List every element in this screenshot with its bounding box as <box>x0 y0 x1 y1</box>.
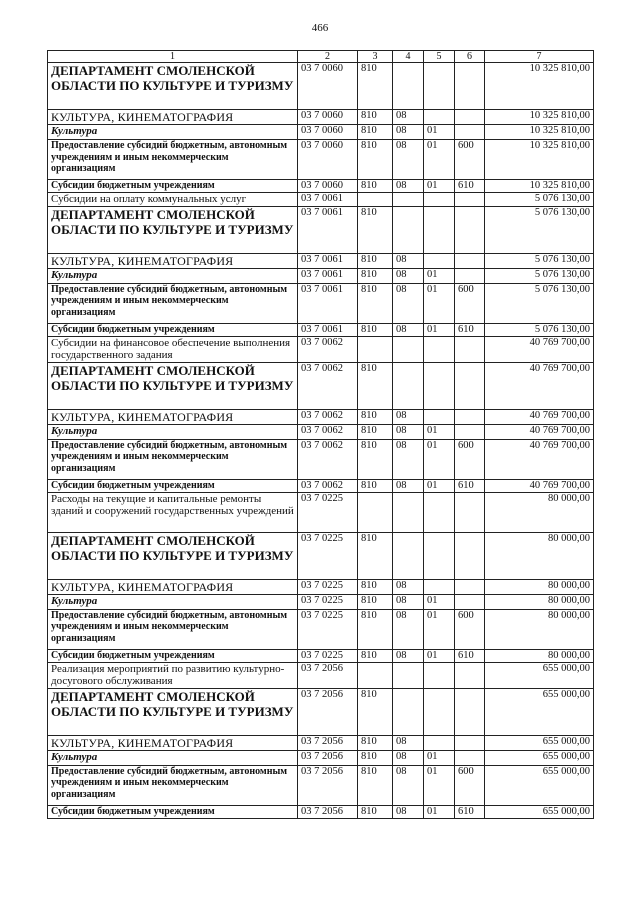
row-grbs-cell: 810 <box>358 180 393 193</box>
row-pr-cell: 01 <box>424 649 455 662</box>
row-csr-cell: 03 7 0060 <box>298 180 358 193</box>
row-csr-cell: 03 7 2056 <box>298 765 358 805</box>
row-name-cell: Субсидии на оплату коммунальных услуг <box>48 193 298 207</box>
row-vr-cell: 600 <box>455 609 485 649</box>
row-vr-cell <box>455 206 485 253</box>
row-rz-cell: 08 <box>393 180 424 193</box>
table-row <box>48 424 594 439</box>
row-rz-cell <box>393 193 424 207</box>
row-sum-cell: 10 325 810,00 <box>485 140 594 180</box>
table-row <box>48 439 594 479</box>
header-cell-vr: 6 <box>455 51 485 63</box>
row-rz-cell: 08 <box>393 735 424 750</box>
row-rz-cell: 08 <box>393 594 424 609</box>
row-vr-cell <box>455 424 485 439</box>
row-sum-cell: 655 000,00 <box>485 765 594 805</box>
row-rz-cell: 08 <box>393 110 424 125</box>
row-csr-cell: 03 7 0061 <box>298 206 358 253</box>
row-grbs-cell: 810 <box>358 439 393 479</box>
row-name-cell: Предоставление субсидий бюджетным, автономным учреждениям и иным некоммерческим организациям <box>48 283 298 323</box>
row-name-cell: ДЕПАРТАМЕНТ СМОЛЕНСКОЙ ОБЛАСТИ ПО КУЛЬТУРЕ И ТУРИЗМУ <box>48 362 298 409</box>
row-sum-cell: 655 000,00 <box>485 750 594 765</box>
row-sum-cell: 655 000,00 <box>485 805 594 818</box>
row-grbs-cell: 810 <box>358 579 393 594</box>
row-grbs-cell: 810 <box>358 805 393 818</box>
row-rz-cell: 08 <box>393 268 424 283</box>
row-vr-cell <box>455 268 485 283</box>
row-sum-cell: 5 076 130,00 <box>485 193 594 207</box>
row-vr-cell: 610 <box>455 180 485 193</box>
row-grbs-cell: 810 <box>358 362 393 409</box>
row-name-cell: ДЕПАРТАМЕНТ СМОЛЕНСКОЙ ОБЛАСТИ ПО КУЛЬТУРЕ И ТУРИЗМУ <box>48 206 298 253</box>
row-rz-cell <box>393 688 424 735</box>
row-csr-cell: 03 7 2056 <box>298 805 358 818</box>
row-csr-cell: 03 7 0061 <box>298 268 358 283</box>
row-name-cell: Культура <box>48 268 298 283</box>
row-name-cell: КУЛЬТУРА, КИНЕМАТОГРАФИЯ <box>48 579 298 594</box>
row-csr-cell: 03 7 0061 <box>298 193 358 207</box>
row-sum-cell: 80 000,00 <box>485 492 594 532</box>
row-vr-cell <box>455 110 485 125</box>
row-rz-cell: 08 <box>393 424 424 439</box>
row-pr-cell: 01 <box>424 323 455 336</box>
row-csr-cell: 03 7 2056 <box>298 750 358 765</box>
table-row <box>48 409 594 424</box>
table-row <box>48 268 594 283</box>
row-vr-cell <box>455 735 485 750</box>
column-number-header <box>48 51 594 63</box>
table-row <box>48 180 594 193</box>
row-name-cell: Культура <box>48 125 298 140</box>
row-csr-cell: 03 7 2056 <box>298 688 358 735</box>
row-grbs-cell: 810 <box>358 750 393 765</box>
table-row <box>48 336 594 362</box>
row-csr-cell: 03 7 0060 <box>298 140 358 180</box>
row-name-cell: КУЛЬТУРА, КИНЕМАТОГРАФИЯ <box>48 409 298 424</box>
row-vr-cell <box>455 662 485 688</box>
row-pr-cell <box>424 662 455 688</box>
row-pr-cell: 01 <box>424 750 455 765</box>
table-row <box>48 662 594 688</box>
table-row <box>48 323 594 336</box>
table-row <box>48 253 594 268</box>
row-name-cell: Предоставление субсидий бюджетным, автономным учреждениям и иным некоммерческим организациям <box>48 765 298 805</box>
table-row <box>48 479 594 492</box>
row-vr-cell: 600 <box>455 765 485 805</box>
row-grbs-cell: 810 <box>358 479 393 492</box>
row-csr-cell: 03 7 0225 <box>298 492 358 532</box>
row-name-cell: Субсидии бюджетным учреждениям <box>48 805 298 818</box>
row-name-cell: Субсидии бюджетным учреждениям <box>48 649 298 662</box>
table-row <box>48 649 594 662</box>
row-name-cell: Реализация мероприятий по развитию культурно-досугового обслуживания <box>48 662 298 688</box>
row-sum-cell: 40 769 700,00 <box>485 362 594 409</box>
row-vr-cell <box>455 63 485 110</box>
table-row <box>48 206 594 253</box>
row-name-cell: Предоставление субсидий бюджетным, автономным учреждениям и иным некоммерческим организациям <box>48 609 298 649</box>
row-rz-cell: 08 <box>393 609 424 649</box>
row-vr-cell: 600 <box>455 283 485 323</box>
row-sum-cell: 40 769 700,00 <box>485 409 594 424</box>
row-vr-cell: 610 <box>455 479 485 492</box>
row-sum-cell: 40 769 700,00 <box>485 479 594 492</box>
row-grbs-cell: 810 <box>358 609 393 649</box>
row-name-cell: Расходы на текущие и капитальные ремонты зданий и сооружений государственных учреждений <box>48 492 298 532</box>
row-name-cell: Предоставление субсидий бюджетным, автономным учреждениям и иным некоммерческим организациям <box>48 439 298 479</box>
row-sum-cell: 40 769 700,00 <box>485 439 594 479</box>
row-csr-cell: 03 7 0062 <box>298 336 358 362</box>
budget-table-body <box>48 51 594 819</box>
table-row <box>48 609 594 649</box>
table-row <box>48 532 594 579</box>
row-csr-cell: 03 7 0225 <box>298 649 358 662</box>
table-row <box>48 579 594 594</box>
header-cell-sum: 7 <box>485 51 594 63</box>
row-rz-cell <box>393 336 424 362</box>
row-sum-cell: 5 076 130,00 <box>485 268 594 283</box>
row-name-cell: ДЕПАРТАМЕНТ СМОЛЕНСКОЙ ОБЛАСТИ ПО КУЛЬТУРЕ И ТУРИЗМУ <box>48 532 298 579</box>
row-name-cell: КУЛЬТУРА, КИНЕМАТОГРАФИЯ <box>48 735 298 750</box>
row-grbs-cell: 810 <box>358 594 393 609</box>
row-vr-cell <box>455 688 485 735</box>
row-rz-cell: 08 <box>393 409 424 424</box>
row-name-cell: ДЕПАРТАМЕНТ СМОЛЕНСКОЙ ОБЛАСТИ ПО КУЛЬТУРЕ И ТУРИЗМУ <box>48 688 298 735</box>
row-sum-cell: 655 000,00 <box>485 735 594 750</box>
row-sum-cell: 5 076 130,00 <box>485 253 594 268</box>
row-grbs-cell <box>358 492 393 532</box>
row-name-cell: Культура <box>48 594 298 609</box>
row-grbs-cell: 810 <box>358 649 393 662</box>
row-vr-cell <box>455 336 485 362</box>
row-vr-cell <box>455 594 485 609</box>
row-pr-cell <box>424 688 455 735</box>
row-rz-cell <box>393 362 424 409</box>
row-sum-cell: 10 325 810,00 <box>485 180 594 193</box>
row-rz-cell: 08 <box>393 649 424 662</box>
row-sum-cell: 80 000,00 <box>485 532 594 579</box>
row-vr-cell: 600 <box>455 140 485 180</box>
row-rz-cell: 08 <box>393 140 424 180</box>
row-pr-cell <box>424 735 455 750</box>
row-grbs-cell: 810 <box>358 206 393 253</box>
row-csr-cell: 03 7 0060 <box>298 110 358 125</box>
row-sum-cell: 80 000,00 <box>485 579 594 594</box>
row-sum-cell: 40 769 700,00 <box>485 336 594 362</box>
row-name-cell: Субсидии бюджетным учреждениям <box>48 180 298 193</box>
row-grbs-cell: 810 <box>358 424 393 439</box>
row-sum-cell: 10 325 810,00 <box>485 110 594 125</box>
row-pr-cell: 01 <box>424 125 455 140</box>
row-pr-cell <box>424 110 455 125</box>
row-pr-cell <box>424 409 455 424</box>
row-vr-cell: 610 <box>455 805 485 818</box>
row-grbs-cell: 810 <box>358 110 393 125</box>
row-sum-cell: 40 769 700,00 <box>485 424 594 439</box>
row-pr-cell: 01 <box>424 765 455 805</box>
row-pr-cell <box>424 532 455 579</box>
table-row <box>48 125 594 140</box>
row-csr-cell: 03 7 0225 <box>298 609 358 649</box>
row-grbs-cell: 810 <box>358 323 393 336</box>
row-name-cell: Субсидии бюджетным учреждениям <box>48 479 298 492</box>
budget-table <box>47 50 594 819</box>
row-grbs-cell: 810 <box>358 253 393 268</box>
row-csr-cell: 03 7 0062 <box>298 479 358 492</box>
row-name-cell: Субсидии бюджетным учреждениям <box>48 323 298 336</box>
header-cell-csr: 2 <box>298 51 358 63</box>
row-rz-cell: 08 <box>393 439 424 479</box>
row-rz-cell: 08 <box>393 253 424 268</box>
row-name-cell: КУЛЬТУРА, КИНЕМАТОГРАФИЯ <box>48 253 298 268</box>
row-pr-cell <box>424 206 455 253</box>
row-rz-cell <box>393 532 424 579</box>
row-sum-cell: 655 000,00 <box>485 688 594 735</box>
table-row <box>48 193 594 207</box>
header-cell-rz: 4 <box>393 51 424 63</box>
row-vr-cell <box>455 409 485 424</box>
row-vr-cell <box>455 750 485 765</box>
row-rz-cell: 08 <box>393 805 424 818</box>
row-grbs-cell: 810 <box>358 283 393 323</box>
table-row <box>48 140 594 180</box>
row-csr-cell: 03 7 0060 <box>298 125 358 140</box>
row-grbs-cell <box>358 336 393 362</box>
row-vr-cell <box>455 492 485 532</box>
row-csr-cell: 03 7 0225 <box>298 532 358 579</box>
row-vr-cell <box>455 362 485 409</box>
row-rz-cell <box>393 63 424 110</box>
row-vr-cell: 610 <box>455 649 485 662</box>
row-csr-cell: 03 7 0061 <box>298 283 358 323</box>
row-sum-cell: 5 076 130,00 <box>485 323 594 336</box>
row-csr-cell: 03 7 0061 <box>298 323 358 336</box>
row-grbs-cell: 810 <box>358 688 393 735</box>
header-cell-grbs: 3 <box>358 51 393 63</box>
table-row <box>48 750 594 765</box>
row-grbs-cell: 810 <box>358 140 393 180</box>
row-rz-cell: 08 <box>393 323 424 336</box>
table-row <box>48 283 594 323</box>
row-csr-cell: 03 7 0225 <box>298 594 358 609</box>
row-sum-cell: 80 000,00 <box>485 649 594 662</box>
row-pr-cell: 01 <box>424 268 455 283</box>
row-grbs-cell: 810 <box>358 765 393 805</box>
row-csr-cell: 03 7 2056 <box>298 662 358 688</box>
row-pr-cell: 01 <box>424 140 455 180</box>
row-name-cell: Культура <box>48 750 298 765</box>
row-rz-cell <box>393 492 424 532</box>
row-sum-cell: 5 076 130,00 <box>485 206 594 253</box>
row-sum-cell: 80 000,00 <box>485 594 594 609</box>
row-pr-cell: 01 <box>424 805 455 818</box>
row-pr-cell: 01 <box>424 609 455 649</box>
table-row <box>48 594 594 609</box>
row-vr-cell <box>455 532 485 579</box>
row-csr-cell: 03 7 2056 <box>298 735 358 750</box>
row-vr-cell: 610 <box>455 323 485 336</box>
row-csr-cell: 03 7 0060 <box>298 63 358 110</box>
page-number: 466 <box>311 22 329 34</box>
row-vr-cell: 600 <box>455 439 485 479</box>
row-grbs-cell <box>358 662 393 688</box>
row-rz-cell: 08 <box>393 283 424 323</box>
row-grbs-cell: 810 <box>358 409 393 424</box>
row-rz-cell: 08 <box>393 750 424 765</box>
row-name-cell: КУЛЬТУРА, КИНЕМАТОГРАФИЯ <box>48 110 298 125</box>
row-sum-cell: 10 325 810,00 <box>485 125 594 140</box>
row-csr-cell: 03 7 0062 <box>298 424 358 439</box>
row-name-cell: Субсидии на финансовое обеспечение выполнения государственного задания <box>48 336 298 362</box>
row-sum-cell: 5 076 130,00 <box>485 283 594 323</box>
row-pr-cell <box>424 63 455 110</box>
row-csr-cell: 03 7 0062 <box>298 439 358 479</box>
row-pr-cell: 01 <box>424 283 455 323</box>
row-pr-cell <box>424 579 455 594</box>
row-sum-cell: 80 000,00 <box>485 609 594 649</box>
row-name-cell: ДЕПАРТАМЕНТ СМОЛЕНСКОЙ ОБЛАСТИ ПО КУЛЬТУРЕ И ТУРИЗМУ <box>48 63 298 110</box>
row-rz-cell: 08 <box>393 579 424 594</box>
row-pr-cell: 01 <box>424 180 455 193</box>
row-rz-cell: 08 <box>393 479 424 492</box>
row-pr-cell <box>424 253 455 268</box>
row-sum-cell: 655 000,00 <box>485 662 594 688</box>
table-row <box>48 63 594 110</box>
row-rz-cell: 08 <box>393 765 424 805</box>
row-pr-cell <box>424 193 455 207</box>
row-vr-cell <box>455 125 485 140</box>
table-row <box>48 362 594 409</box>
row-grbs-cell: 810 <box>358 125 393 140</box>
row-csr-cell: 03 7 0225 <box>298 579 358 594</box>
table-row <box>48 735 594 750</box>
row-csr-cell: 03 7 0062 <box>298 409 358 424</box>
header-cell-name: 1 <box>48 51 298 63</box>
table-row <box>48 688 594 735</box>
row-pr-cell: 01 <box>424 439 455 479</box>
row-rz-cell <box>393 206 424 253</box>
row-pr-cell <box>424 336 455 362</box>
row-vr-cell <box>455 253 485 268</box>
row-grbs-cell: 810 <box>358 532 393 579</box>
table-row <box>48 492 594 532</box>
row-vr-cell <box>455 579 485 594</box>
row-pr-cell <box>424 492 455 532</box>
row-rz-cell <box>393 662 424 688</box>
header-cell-pr: 5 <box>424 51 455 63</box>
row-sum-cell: 10 325 810,00 <box>485 63 594 110</box>
table-row <box>48 805 594 818</box>
table-row <box>48 110 594 125</box>
row-name-cell: Предоставление субсидий бюджетным, автономным учреждениям и иным некоммерческим организациям <box>48 140 298 180</box>
row-csr-cell: 03 7 0061 <box>298 253 358 268</box>
row-grbs-cell: 810 <box>358 63 393 110</box>
row-pr-cell: 01 <box>424 594 455 609</box>
row-pr-cell: 01 <box>424 479 455 492</box>
row-grbs-cell: 810 <box>358 735 393 750</box>
table-row <box>48 765 594 805</box>
row-grbs-cell <box>358 193 393 207</box>
row-grbs-cell: 810 <box>358 268 393 283</box>
row-pr-cell: 01 <box>424 424 455 439</box>
row-rz-cell: 08 <box>393 125 424 140</box>
row-csr-cell: 03 7 0062 <box>298 362 358 409</box>
row-vr-cell <box>455 193 485 207</box>
row-pr-cell <box>424 362 455 409</box>
row-name-cell: Культура <box>48 424 298 439</box>
